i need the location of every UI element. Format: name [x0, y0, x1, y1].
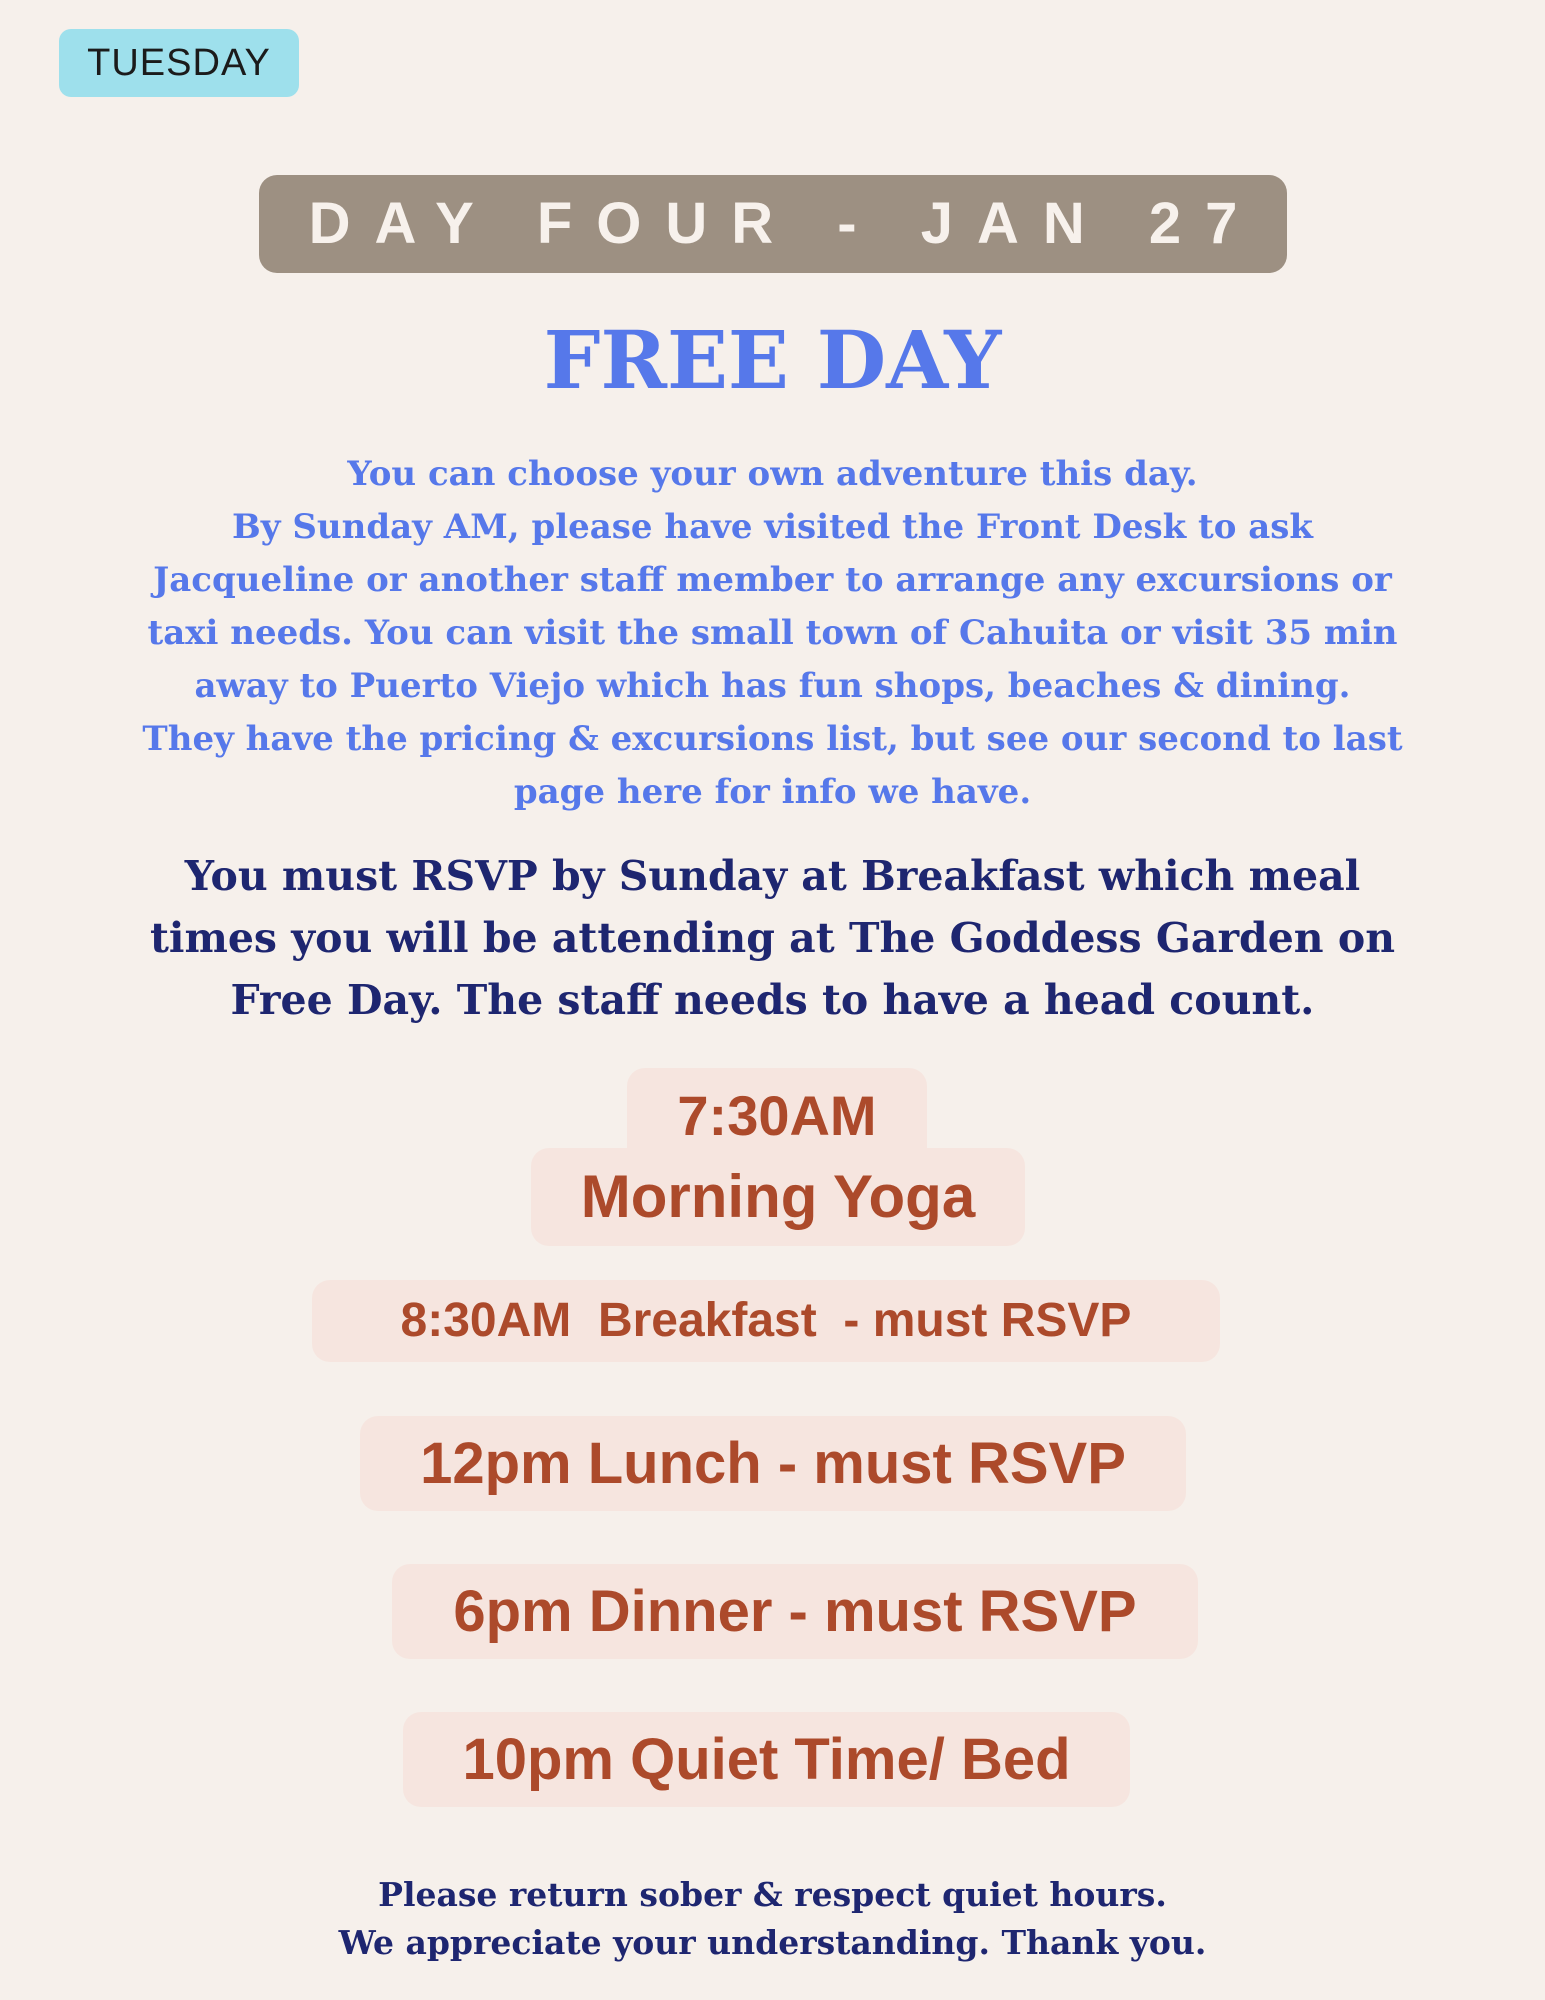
- rsvp-line: Free Day. The staff needs to have a head count.: [230, 976, 1315, 1024]
- schedule-breakfast: 8:30AM Breakfast - must RSVP: [312, 1280, 1220, 1362]
- rsvp-notice: [60, 845, 1485, 1031]
- page-title: FREE DAY: [543, 313, 1002, 407]
- intro-line: taxi needs. You can visit the small town of Cahuita or visit 35 min: [147, 613, 1398, 653]
- schedule-yoga-label: Morning Yoga: [531, 1148, 1025, 1246]
- intro-line: away to Puerto Viejo which has fun shops, beaches & dining.: [194, 666, 1351, 706]
- intro-line: They have the pricing & excursions list, but see our second to last: [142, 719, 1403, 759]
- day-of-week-badge: TUESDAY: [59, 29, 299, 97]
- day-banner: DAY FOUR - JAN 27: [259, 175, 1287, 273]
- footer-line: Please return sober & respect quiet hours.: [378, 1875, 1167, 1914]
- schedule-dinner: 6pm Dinner - must RSVP: [392, 1564, 1198, 1659]
- schedule-lunch: 12pm Lunch - must RSVP: [360, 1416, 1186, 1511]
- schedule-yoga-time: 7:30AM: [627, 1068, 927, 1148]
- intro-line: Jacqueline or another staff member to arrange any excursions or: [153, 560, 1392, 600]
- intro-line: By Sunday AM, please have visited the Front Desk to ask: [232, 507, 1313, 547]
- intro-line: You can choose your own adventure this day.: [347, 454, 1198, 494]
- footer-note: [0, 1871, 1545, 1967]
- schedule-quiet-time: 10pm Quiet Time/ Bed: [403, 1712, 1130, 1807]
- rsvp-line: times you will be attending at The Goddess Garden on: [149, 914, 1396, 962]
- intro-line: page here for info we have.: [513, 772, 1032, 812]
- rsvp-line: You must RSVP by Sunday at Breakfast which meal: [184, 852, 1361, 900]
- intro-paragraph: [60, 448, 1485, 819]
- footer-line: We appreciate your understanding. Thank you.: [338, 1923, 1207, 1962]
